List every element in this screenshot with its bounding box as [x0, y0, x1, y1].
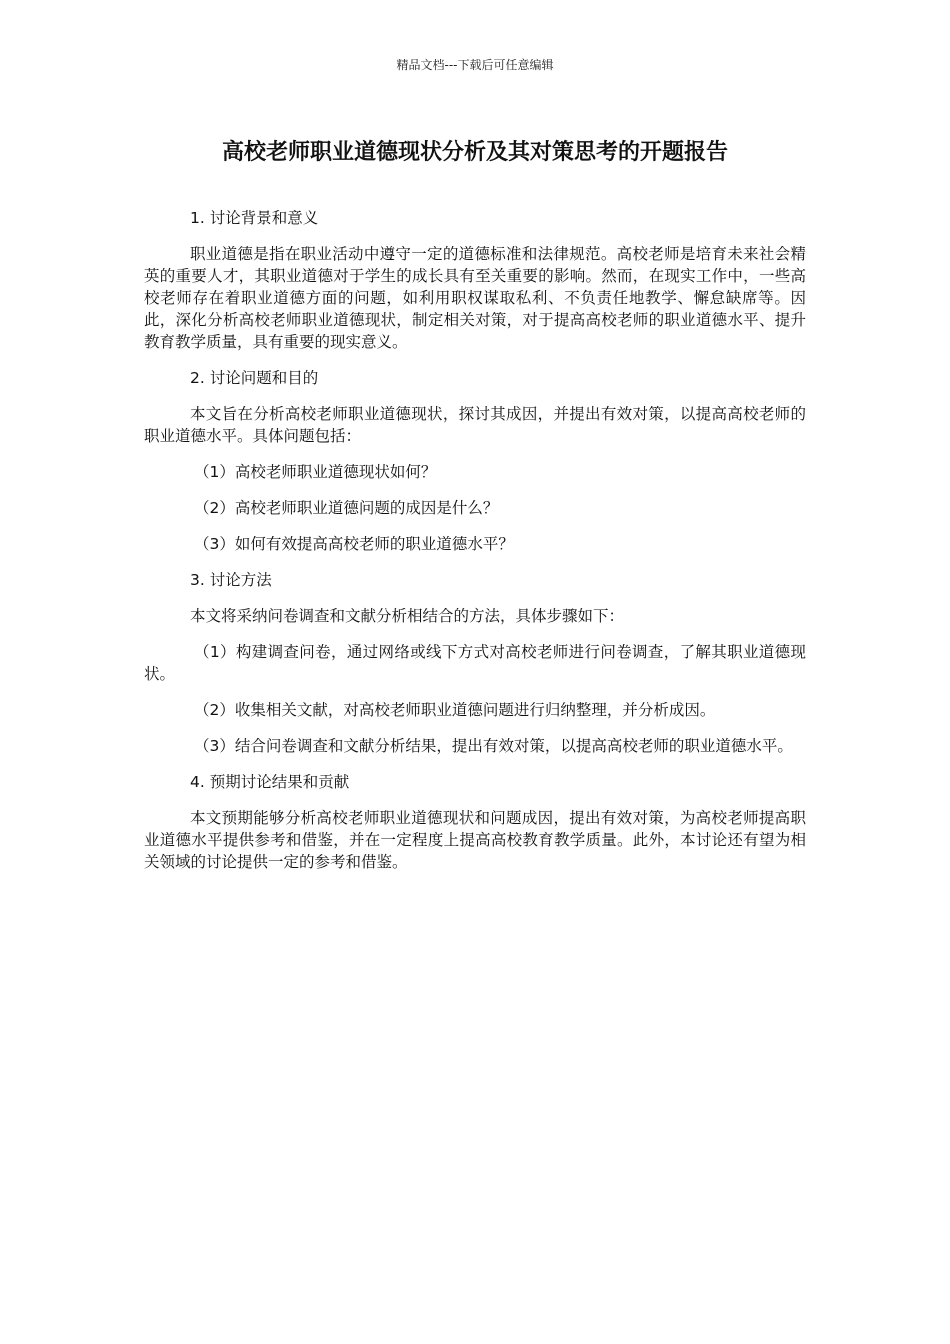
body-paragraph-expected-results: 本文预期能够分析高校老师职业道德现状和问题成因，提出有效对策，为高校老师提高职业道德水平提供参考和借鉴，并在一定程度上提高高校教育教学质量。此外，本讨论还有望为相关领域的讨论提供一定的参考和借鉴。 [144, 809, 806, 871]
method-step-3: （3）结合问卷调查和文献分析结果，提出有效对策，以提高高校老师的职业道德水平。 [194, 737, 793, 755]
body-paragraph-background: 职业道德是指在职业活动中遵守一定的道德标准和法律规范。高校老师是培育未来社会精英的重要人才，其职业道德对于学生的成长具有至关重要的影响。然而，在现实工作中，一些高校老师存在着职业道德方面的问题，如利用职权谋取私利、不负责任地教学、懈怠缺席等。因此，深化分析高校老师职业道德现状，制定相关对策，对于提高高校老师的职业道德水平、提升教育教学质量，具有重要的现实意义。 [144, 245, 806, 351]
question-item-3: （3）如何有效提高高校老师的职业道德水平？ [194, 535, 514, 553]
question-item-2: （2）高校老师职业道德问题的成因是什么？ [194, 499, 499, 517]
section-heading-questions: 2. 讨论问题和目的 [190, 369, 319, 387]
document-title: 高校老师职业道德现状分析及其对策思考的开题报告 [221, 140, 728, 165]
header-note: 精品文档---下载后可任意编辑 [396, 58, 554, 72]
method-step-1: （1）构建调查问卷，通过网络或线下方式对高校老师进行问卷调查，了解其职业道德现状。 [144, 643, 806, 683]
document-body [144, 207, 806, 887]
body-paragraph-method: 本文将采纳问卷调查和文献分析相结合的方法，具体步骤如下： [190, 607, 625, 625]
method-step-2: （2）收集相关文献，对高校老师职业道德问题进行归纳整理，并分析成因。 [194, 701, 716, 719]
section-heading-method: 3. 讨论方法 [190, 571, 272, 589]
question-item-1: （1）高校老师职业道德现状如何？ [194, 463, 437, 481]
section-heading-background: 1. 讨论背景和意义 [190, 209, 319, 227]
body-paragraph-questions: 本文旨在分析高校老师职业道德现状，探讨其成因，并提出有效对策，以提高高校老师的职业道德水平。具体问题包括： [144, 405, 806, 445]
section-heading-expected-results: 4. 预期讨论结果和贡献 [190, 773, 350, 791]
